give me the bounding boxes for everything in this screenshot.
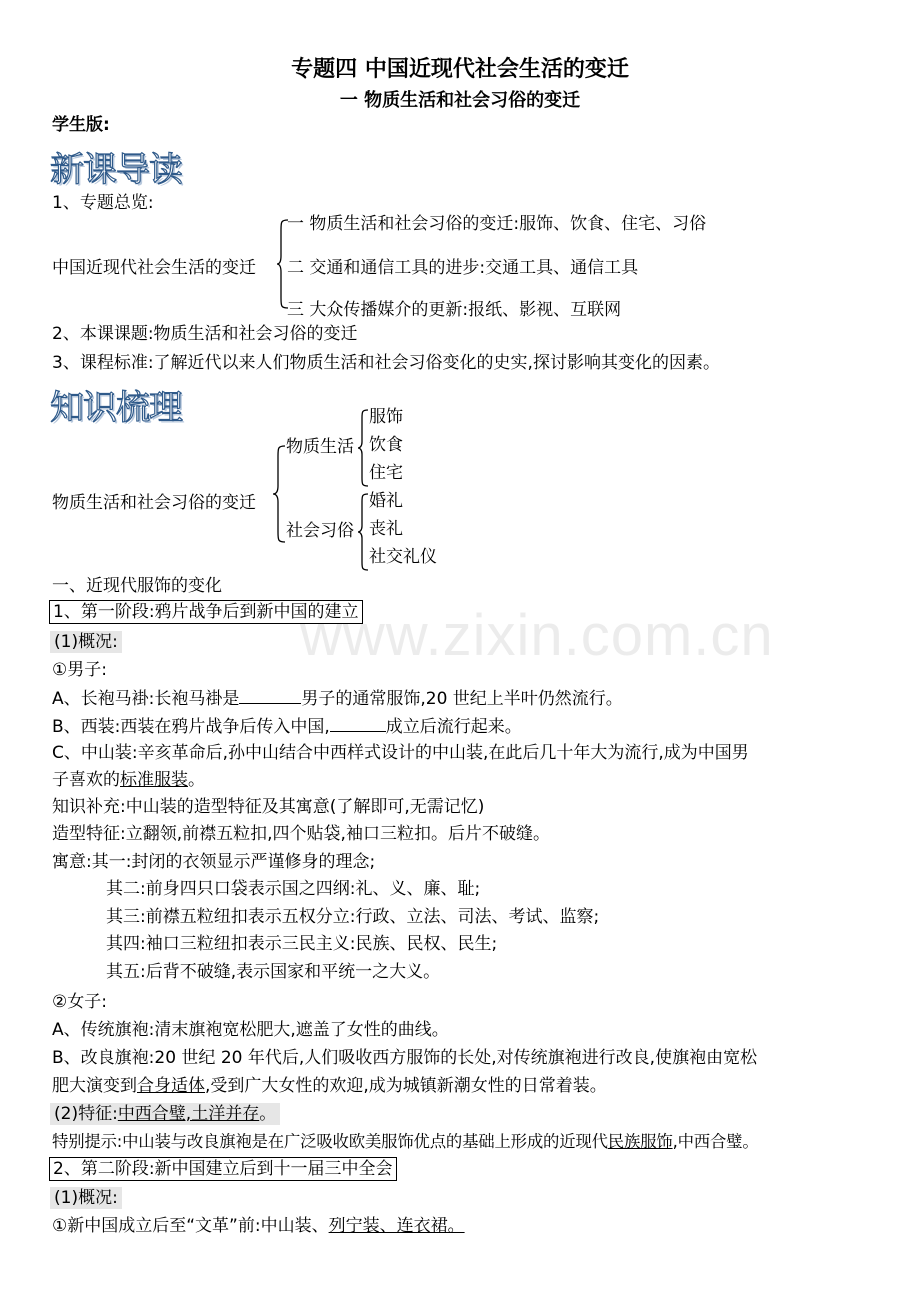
meaning-4: 其四:袖口三粒纽扣表示三民主义:民族、民权、民生; bbox=[106, 934, 498, 954]
overview-branch-3: 三 大众传播媒介的更新:报纸、影视、互联网 bbox=[287, 300, 622, 320]
shape-features: 造型特征:立翻领,前襟五粒扣,四个贴袋,袖口三粒扣。后片不破缝。 bbox=[52, 824, 550, 844]
meaning-1: 寓意:其一:封闭的衣领显示严谨修身的理念; bbox=[52, 852, 376, 872]
section-art-knowledge: 知识梳理 bbox=[50, 388, 182, 428]
stage1-heading: 1、第一阶段:鸦片战争后到新中国的建立 bbox=[49, 600, 363, 624]
special-tip-keyword: 民族服饰 bbox=[607, 1132, 673, 1151]
page-subtitle: 一 物质生活和社会习俗的变迁 bbox=[339, 90, 581, 111]
tree-root: 物质生活和社会习俗的变迁 bbox=[52, 493, 256, 513]
item-c-line2 bbox=[52, 769, 205, 791]
item-c-line2-pre: 子喜欢的 bbox=[52, 770, 120, 790]
fill-blank-2[interactable] bbox=[330, 714, 386, 732]
men-label: ①男子: bbox=[52, 660, 107, 680]
item-b-women-keyword: 合身适体 bbox=[137, 1076, 205, 1096]
meaning-2: 其二:前身四只口袋表示国之四纲:礼、义、廉、耻; bbox=[106, 879, 481, 899]
watermark: www.zixin.com.cn bbox=[300, 603, 774, 668]
tree-material-item-1: 服饰 bbox=[369, 407, 403, 427]
overview-label: 1、专题总览: bbox=[52, 193, 154, 213]
tree-material-brace bbox=[357, 408, 369, 488]
item-a-men bbox=[52, 686, 623, 710]
feature-label: (2)特征: bbox=[54, 1104, 118, 1124]
page-title: 专题四 中国近现代社会生活的变迁 bbox=[291, 57, 629, 82]
special-tip bbox=[52, 1131, 759, 1153]
stage2-heading: 2、第二阶段:新中国建立后到十一届三中全会 bbox=[49, 1157, 397, 1181]
tree-material-item-2: 饮食 bbox=[369, 435, 403, 455]
section-art-new-lesson: 新课导读 bbox=[50, 150, 182, 190]
meaning-3: 其三:前襟五粒纽扣表示五权分立:行政、立法、司法、考试、监察; bbox=[106, 907, 600, 927]
item-c-keyword: 标准服装 bbox=[120, 770, 188, 790]
item-a-pre: A、长袍马褂:长袍马褂是 bbox=[52, 689, 240, 709]
feature-post: 。 bbox=[259, 1104, 277, 1124]
item-b-women-line1: B、改良旗袍:20 世纪 20 年代后,人们吸收西方服饰的长处,对传统旗袍进行改良,使旗袍由宽松 bbox=[52, 1048, 758, 1068]
special-tip-post: ,中西合璧。 bbox=[672, 1132, 759, 1151]
overview-branch-2: 二 交通和通信工具的进步:交通工具、通信工具 bbox=[287, 258, 639, 278]
student-version-label: 学生版: bbox=[52, 115, 110, 135]
item-b-women-post: ,受到广大女性的欢迎,成为城镇新潮女性的日常着装。 bbox=[205, 1076, 607, 1096]
item-c-line2-post: 。 bbox=[188, 770, 205, 790]
feature-keyword: 中西合璧,土洋并存 bbox=[117, 1104, 260, 1124]
meaning-5: 其五:后背不破缝,表示国家和平统一之大义。 bbox=[106, 962, 441, 982]
stage2-item-1-keyword: 列宁装、连衣裙。 bbox=[328, 1216, 465, 1236]
item-b-women-line2 bbox=[52, 1075, 607, 1097]
item-c-line1: C、中山装:辛亥革命后,孙中山结合中西样式设计的中山装,在此后几十年大为流行,成为中国男 bbox=[52, 743, 749, 763]
section1-heading: 一、近现代服饰的变化 bbox=[52, 576, 222, 596]
tree-custom-label: 社会习俗 bbox=[286, 521, 354, 541]
women-label: ②女子: bbox=[52, 992, 107, 1012]
stage1-overview-label: (1)概况: bbox=[50, 631, 122, 653]
overview-branch-1: 一 物质生活和社会习俗的变迁:服饰、饮食、住宅、习俗 bbox=[287, 214, 707, 234]
special-tip-pre: 特别提示:中山装与改良旗袍是在广泛吸收欧美服饰优点的基础上形成的近现代 bbox=[52, 1132, 608, 1151]
item-b-pre: B、西装:西装在鸦片战争后传入中国, bbox=[52, 717, 330, 737]
knowledge-supplement: 知识补充:中山装的造型特征及其寓意(了解即可,无需记忆) bbox=[52, 797, 485, 817]
item-a-post: 男子的通常服饰,20 世纪上半叶仍然流行。 bbox=[301, 689, 623, 709]
tree-custom-brace bbox=[357, 492, 369, 572]
stage2-overview-label: (1)概况: bbox=[50, 1187, 122, 1209]
tree-root-brace bbox=[272, 444, 286, 544]
tree-custom-item-1: 婚礼 bbox=[369, 491, 403, 511]
item-b-women-pre: 肥大演变到 bbox=[52, 1076, 137, 1096]
overview-root: 中国近现代社会生活的变迁 bbox=[52, 258, 256, 278]
stage2-item-1 bbox=[52, 1215, 465, 1237]
item-b-men bbox=[52, 714, 522, 738]
lesson-topic: 2、本课课题:物质生活和社会习俗的变迁 bbox=[52, 324, 358, 344]
fill-blank-1[interactable] bbox=[239, 686, 301, 704]
feature-line bbox=[50, 1103, 280, 1125]
item-a-women: A、传统旗袍:清末旗袍宽松肥大,遮盖了女性的曲线。 bbox=[52, 1020, 449, 1040]
tree-material-label: 物质生活 bbox=[286, 437, 354, 457]
tree-custom-item-3: 社交礼仪 bbox=[369, 547, 437, 567]
tree-custom-item-2: 丧礼 bbox=[369, 519, 403, 539]
stage2-item-1-pre: ①新中国成立后至“文革”前:中山装、 bbox=[52, 1216, 329, 1236]
tree-material-item-3: 住宅 bbox=[369, 463, 403, 483]
course-standard: 3、课程标准:了解近代以来人们物质生活和社会习俗变化的史实,探讨影响其变化的因素。 bbox=[52, 353, 720, 373]
item-b-post: 成立后流行起来。 bbox=[385, 717, 522, 737]
